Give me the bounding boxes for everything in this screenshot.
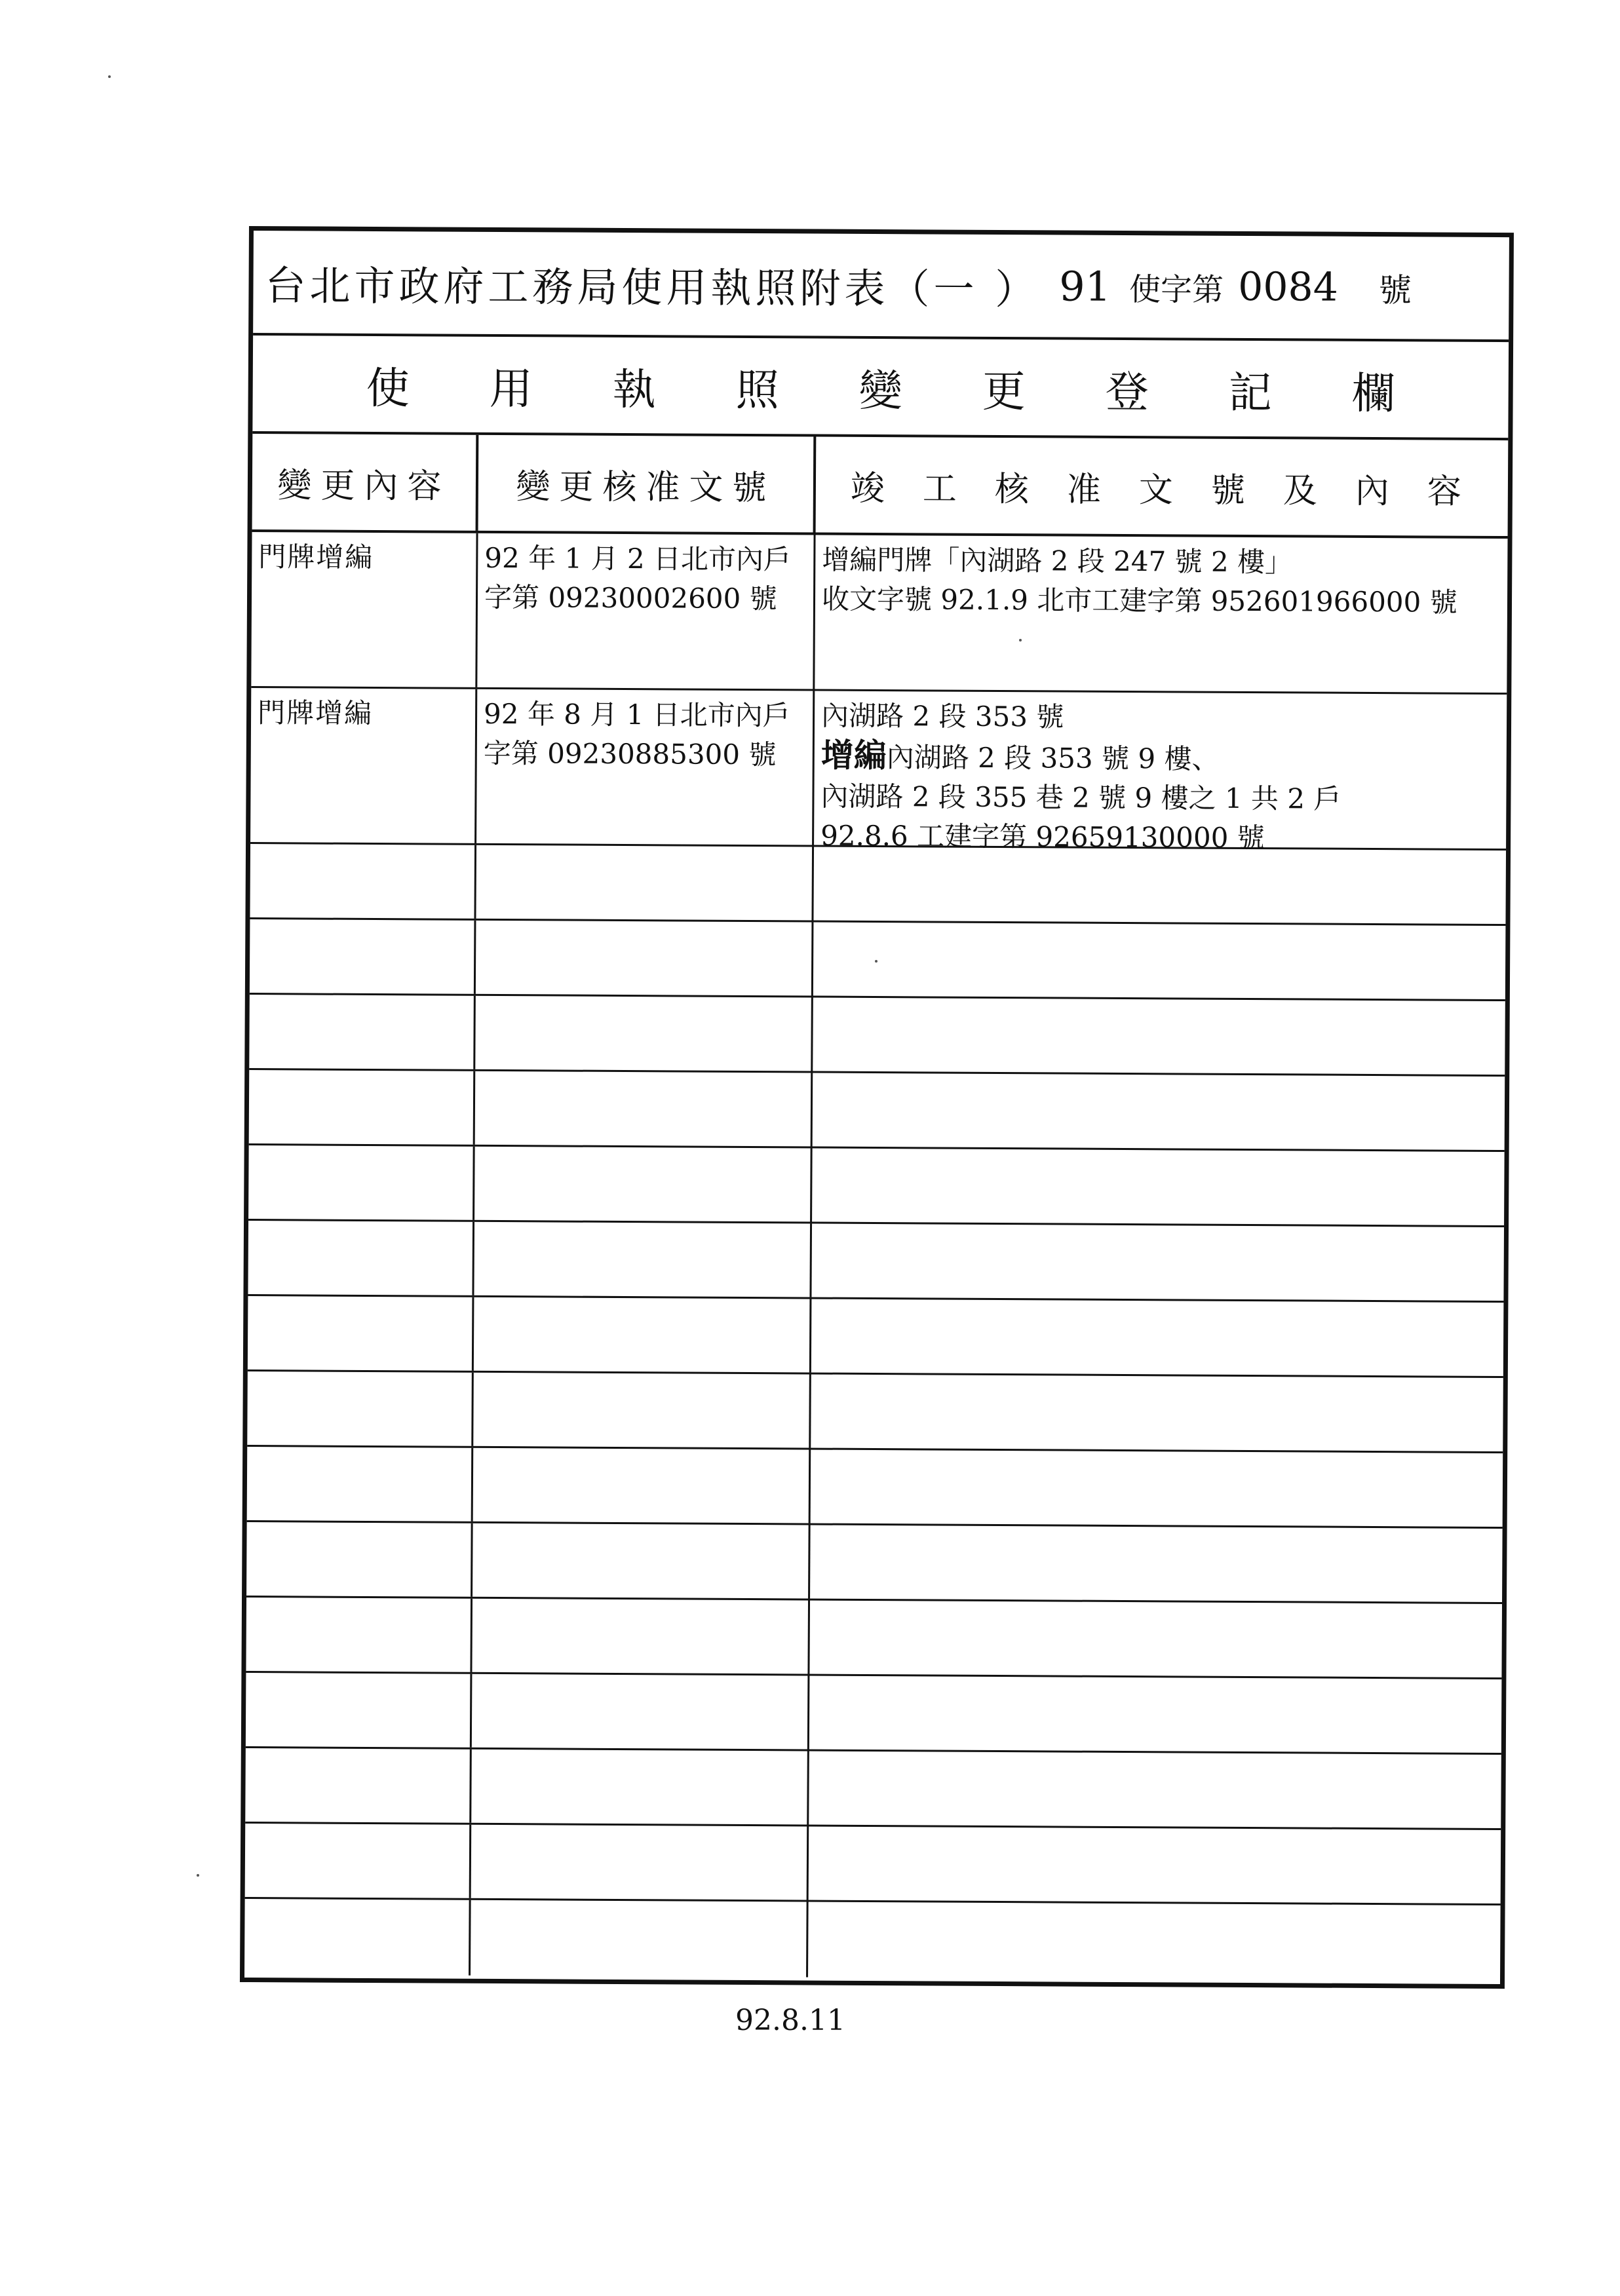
section-title-row [252, 335, 1509, 440]
empty-table-row [245, 1748, 1501, 1830]
table-row [250, 688, 1507, 854]
empty-cell [472, 1599, 810, 1674]
completion-details-cell [815, 535, 1507, 693]
empty-cell [250, 919, 476, 994]
empty-cell [474, 1222, 812, 1297]
empty-cell [811, 1299, 1504, 1377]
approval-number-cell [477, 533, 815, 689]
empty-cell [476, 845, 814, 921]
completion-line-text: 增編門牌「內湖路 2 段 247 號 2 樓」 [822, 543, 1293, 579]
approval-line: 字第 09230885300 號 [483, 737, 777, 771]
empty-cell [475, 1071, 813, 1147]
empty-cell [250, 844, 476, 919]
scan-speck [1019, 639, 1022, 641]
header-approval-number: 變更核准文號 [478, 435, 817, 533]
completion-line-text: 收文字號 92.1.9 北市工建字第 952601966000 號 [821, 583, 1457, 619]
empty-table-row [248, 1296, 1504, 1378]
empty-cell [471, 1750, 809, 1825]
empty-cell [808, 1902, 1501, 1981]
empty-cell [811, 1375, 1503, 1452]
empty-cell [813, 847, 1506, 925]
empty-table-row [244, 1899, 1501, 1981]
empty-table-row [248, 1221, 1504, 1303]
permit-suffix: 號 [1378, 271, 1412, 310]
empty-cell [474, 1297, 812, 1373]
empty-cell [811, 1450, 1503, 1527]
empty-cell [248, 1221, 474, 1295]
footer-date: 92.8.11 [735, 2004, 845, 2037]
empty-cell [475, 996, 813, 1071]
completion-line-text: 內湖路 2 段 355 巷 2 號 9 樓之 1 共 2 戶 [820, 780, 1341, 815]
empty-cell [248, 1296, 474, 1371]
empty-table-row [247, 1447, 1503, 1529]
empty-cell [809, 1676, 1502, 1753]
change-content-cell: 門牌增編 [251, 532, 478, 687]
approval-number-cell [476, 689, 815, 845]
scan-speck [108, 75, 111, 78]
empty-table-row [250, 844, 1506, 926]
completion-line [821, 697, 1500, 739]
approval-line: 92 年 8 月 1 日北市內戶 [483, 697, 790, 732]
approval-line: 字第 09230002600 號 [484, 581, 777, 615]
table-row [251, 532, 1507, 695]
empty-table-row [246, 1598, 1502, 1679]
empty-cell [811, 1224, 1504, 1301]
empty-cell [812, 1149, 1505, 1226]
scan-speck [197, 1874, 199, 1877]
scan-speck [875, 960, 878, 963]
completion-line-prefix: 增編 [820, 735, 887, 775]
empty-table-row [250, 919, 1506, 1001]
completion-line [822, 580, 1501, 622]
empty-cell [247, 1371, 474, 1446]
permit-year: 91 [1059, 261, 1111, 311]
empty-table-row [245, 1824, 1501, 1905]
empty-cell [809, 1827, 1501, 1904]
change-content-cell: 門牌增編 [250, 688, 477, 843]
empty-cell [474, 1147, 813, 1222]
completion-line-text: 內湖路 2 段 353 號 [820, 699, 1064, 733]
completion-line-text: 內湖路 2 段 353 號 9 樓、 [886, 741, 1220, 775]
empty-cell [476, 921, 814, 996]
empty-table-row [246, 1673, 1502, 1755]
empty-table-row [249, 995, 1505, 1077]
empty-cell [244, 1899, 471, 1976]
empty-cell [809, 1601, 1502, 1678]
empty-cell [248, 1145, 475, 1220]
empty-cell [471, 1900, 809, 1978]
header-change-content: 變更內容 [252, 434, 479, 531]
permit-number: 0084 [1237, 263, 1339, 311]
empty-cell [809, 1751, 1501, 1829]
completion-line-text: 92.8.6 工建字第 92659130000 號 [820, 819, 1265, 854]
completion-line [820, 777, 1499, 820]
empty-cell [813, 923, 1506, 1000]
empty-cell [810, 1525, 1503, 1603]
permit-label: 使字第 [1128, 271, 1224, 309]
permit-form-table [240, 226, 1514, 1989]
empty-cell [246, 1522, 473, 1597]
empty-cell [246, 1673, 473, 1748]
empty-cell [246, 1598, 473, 1672]
empty-cell [245, 1824, 472, 1898]
empty-cell [245, 1748, 472, 1823]
form-title-row [253, 231, 1509, 342]
empty-table-row [249, 1070, 1505, 1152]
header-completion-details: 竣工核准文號及內容 [850, 469, 1500, 512]
empty-table-row [247, 1371, 1503, 1453]
completion-line [822, 541, 1501, 583]
empty-cell [249, 995, 476, 1069]
table-header-row [252, 434, 1509, 539]
empty-cell [473, 1448, 811, 1523]
empty-cell [813, 1073, 1505, 1151]
empty-cell [247, 1447, 474, 1521]
table-body [244, 532, 1508, 1984]
empty-table-row [246, 1522, 1503, 1604]
section-title: 使用執照變更登記欄 [366, 362, 1475, 419]
empty-table-row [248, 1145, 1505, 1227]
empty-cell [473, 1523, 811, 1599]
form-title: 台北市政府工務局使用執照附表（一 ） [265, 261, 1040, 313]
empty-cell [473, 1373, 811, 1448]
empty-cell [471, 1825, 809, 1900]
completion-details-cell [814, 691, 1507, 854]
empty-cell [813, 998, 1505, 1075]
approval-line: 92 年 1 月 2 日北市內戶 [484, 541, 792, 576]
completion-line [821, 736, 1500, 780]
empty-cell [472, 1674, 810, 1750]
empty-cell [249, 1070, 476, 1145]
